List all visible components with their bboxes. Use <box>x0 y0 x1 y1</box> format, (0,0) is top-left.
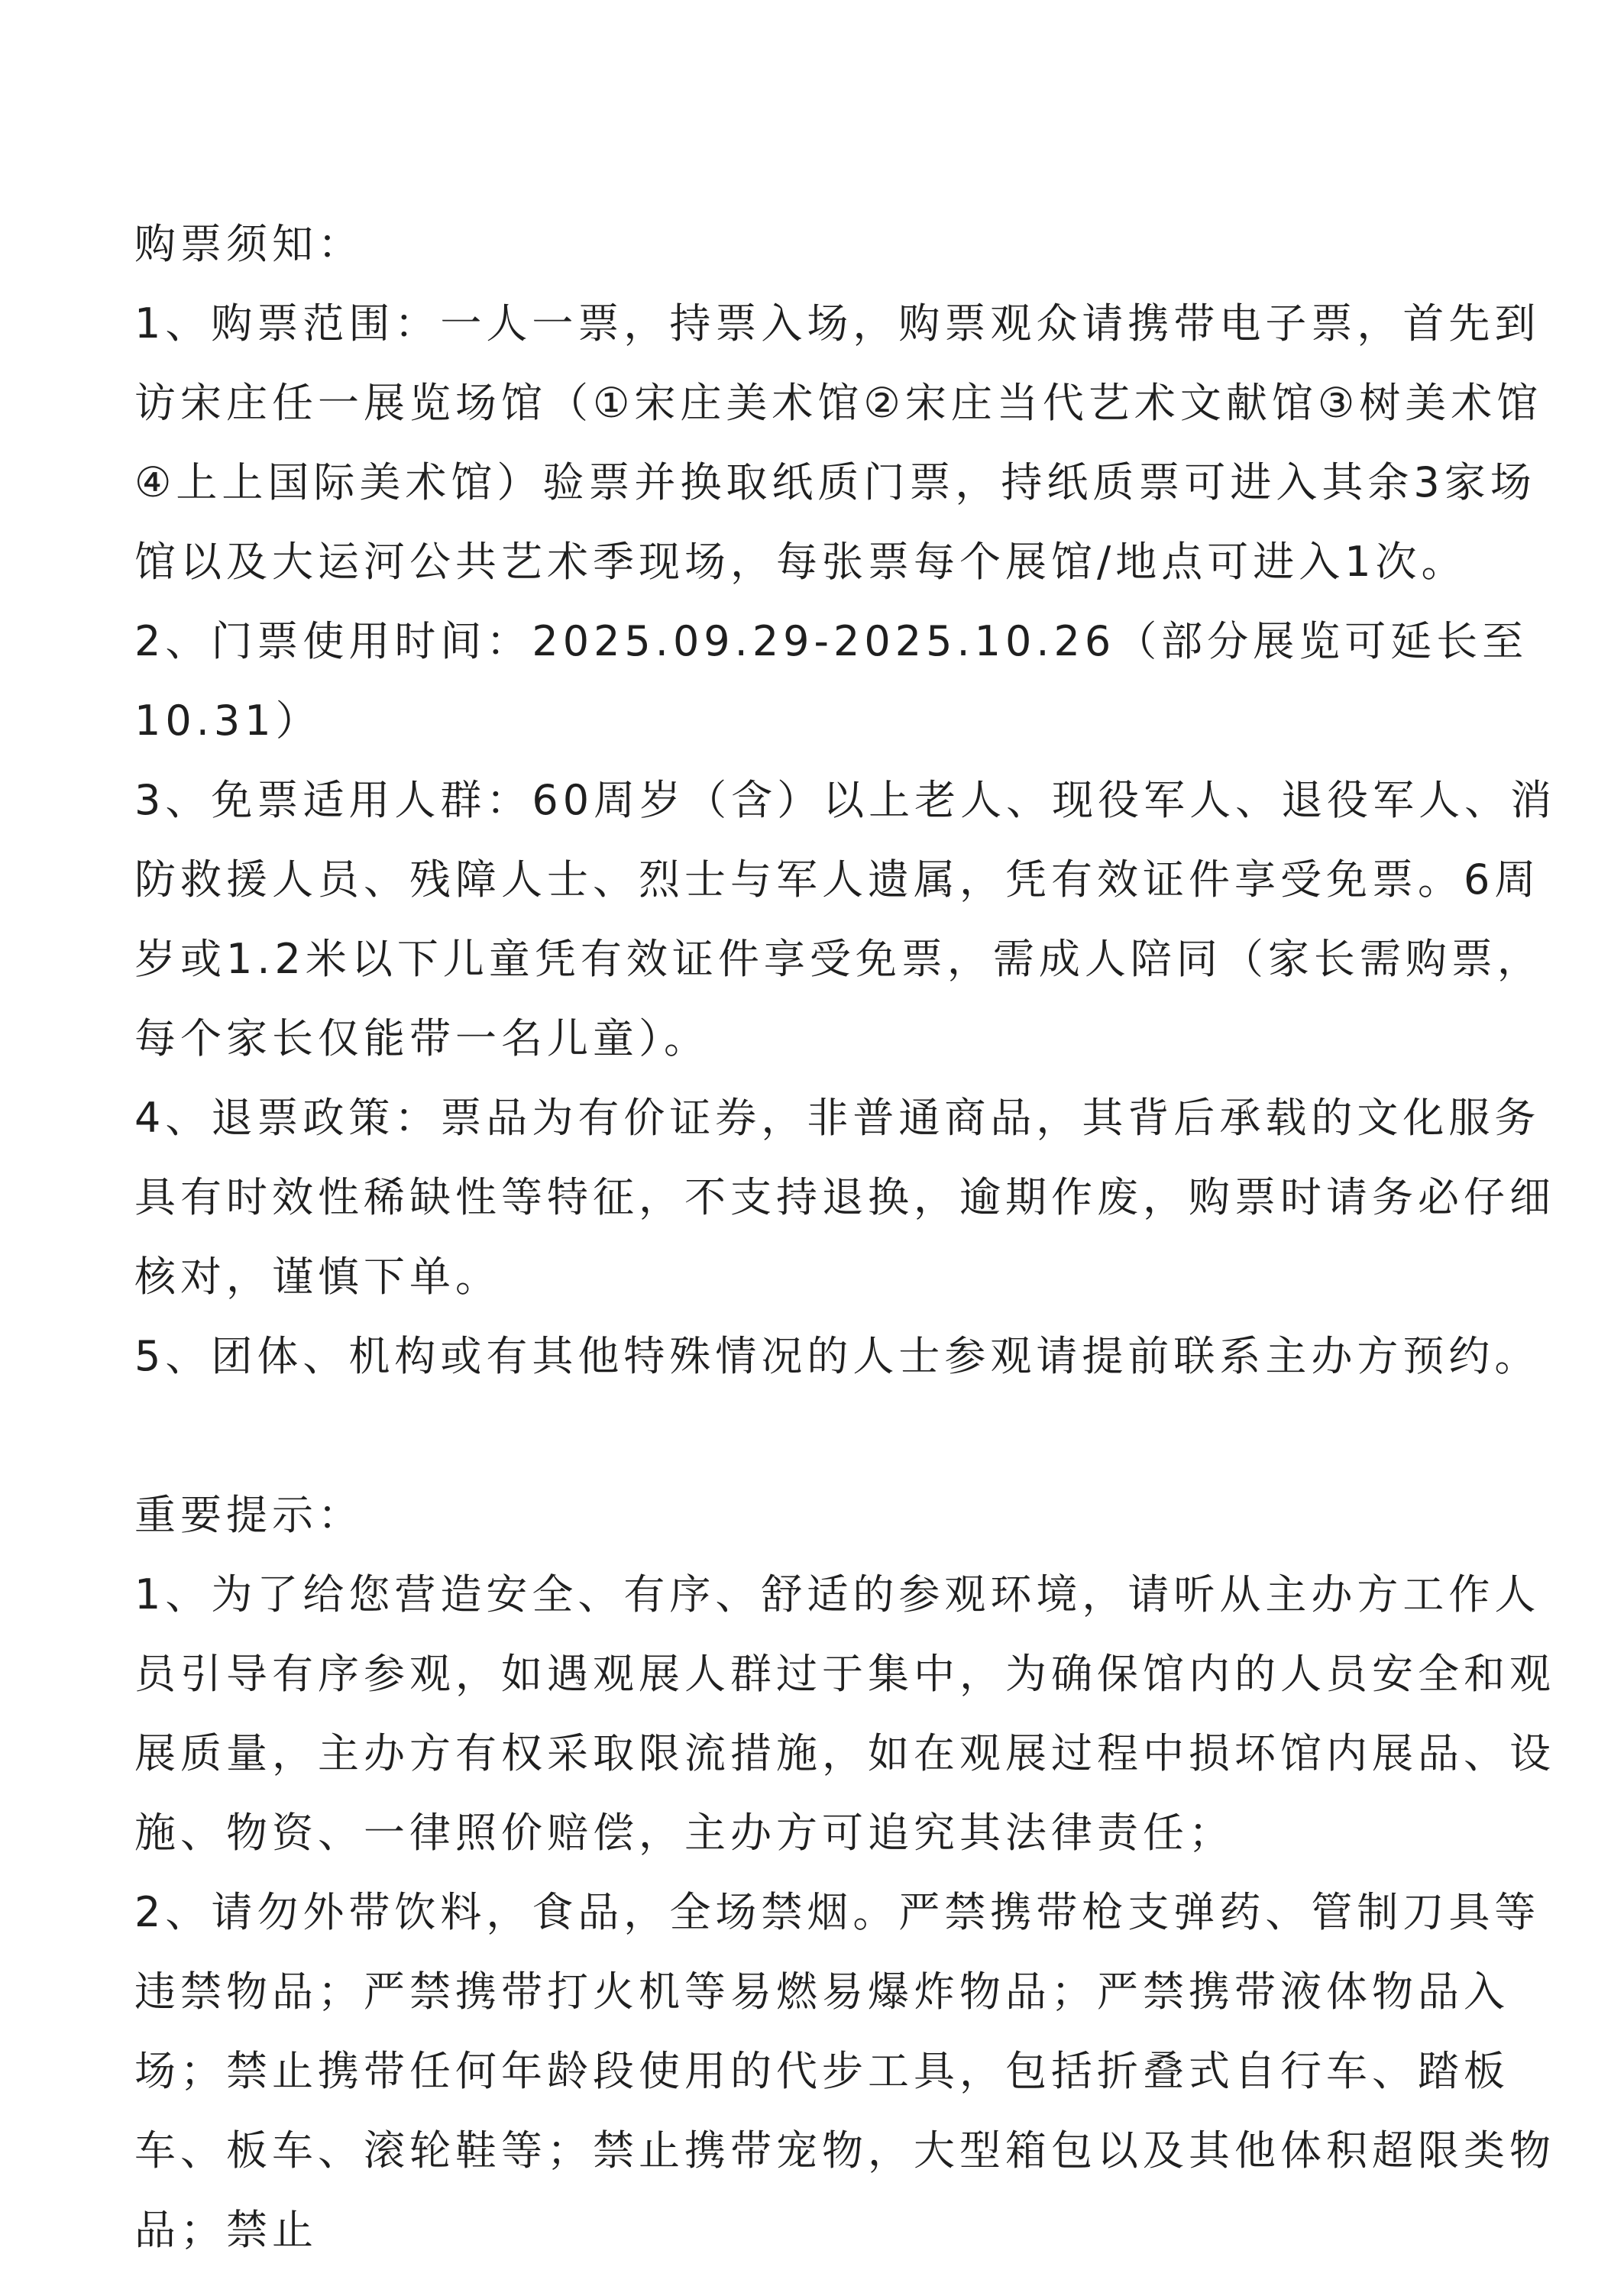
important-tips-item-1: 1、为了给您营造安全、有序、舒适的参观环境，请听从主办方工作人员引导有序参观，如遇观展人群过于集中，为确保馆内的人员安全和观展质量，主办方有权采取限流措施，如在观展过程中损坏馆内展品、设施、物资、一律照价赔偿，主办方可追究其法律责任； <box>134 1570 1555 1857</box>
important-tips-item-2: 2、请勿外带饮料，食品，全场禁烟。严禁携带枪支弹药、管制刀具等违禁物品；严禁携带打火机等易燃易爆炸物品；严禁携带液体物品入场；禁止携带任何年龄段使用的代步工具，包括折叠式自行车、踏板车、板车、滚轮鞋等；禁止携带宠物，大型箱包以及其他体积超限类物品；禁止 <box>134 1888 1555 2254</box>
important-tips-title: 重要提示： <box>134 1491 364 1539</box>
section-spacer <box>134 1396 1571 1476</box>
ticket-notice-item-5: 5、团体、机构或有其他特殊情况的人士参观请提前联系主办方预约。 <box>134 1332 1541 1380</box>
ticket-notice-item-2: 2、门票使用时间：2025.09.29-2025.10.26（部分展览可延长至10.31） <box>134 617 1529 745</box>
ticket-notice-item-4: 4、退票政策：票品为有价证券，非普通商品，其背后承载的文化服务具有时效性稀缺性等特征，不支持退换，逾期作废，购票时请务必仔细核对，谨慎下单。 <box>134 1094 1555 1301</box>
notice-document <box>134 205 1571 2270</box>
ticket-notice-section <box>134 205 1571 1396</box>
ticket-notice-item-3: 3、免票适用人群：60周岁（含）以上老人、现役军人、退役军人、消防救援人员、残障人士、烈士与军人遗属，凭有效证件享受免票。6周岁或1.2米以下儿童凭有效证件享受免票，需成人陪同（家长需购票，每个家长仅能带一名儿童）。 <box>134 776 1557 1062</box>
important-tips-section <box>134 1476 1571 2270</box>
ticket-notice-item-1: 1、购票范围：一人一票，持票入场，购票观众请携带电子票，首先到访宋庄任一展览场馆（①宋庄美术馆②宋庄当代艺术文献馆③树美术馆④上上国际美术馆）验票并换取纸质门票，持纸质票可进入其余3家场馆以及大运河公共艺术季现场，每张票每个展馆/地点可进入1次。 <box>134 299 1543 586</box>
ticket-notice-title: 购票须知： <box>134 220 364 268</box>
